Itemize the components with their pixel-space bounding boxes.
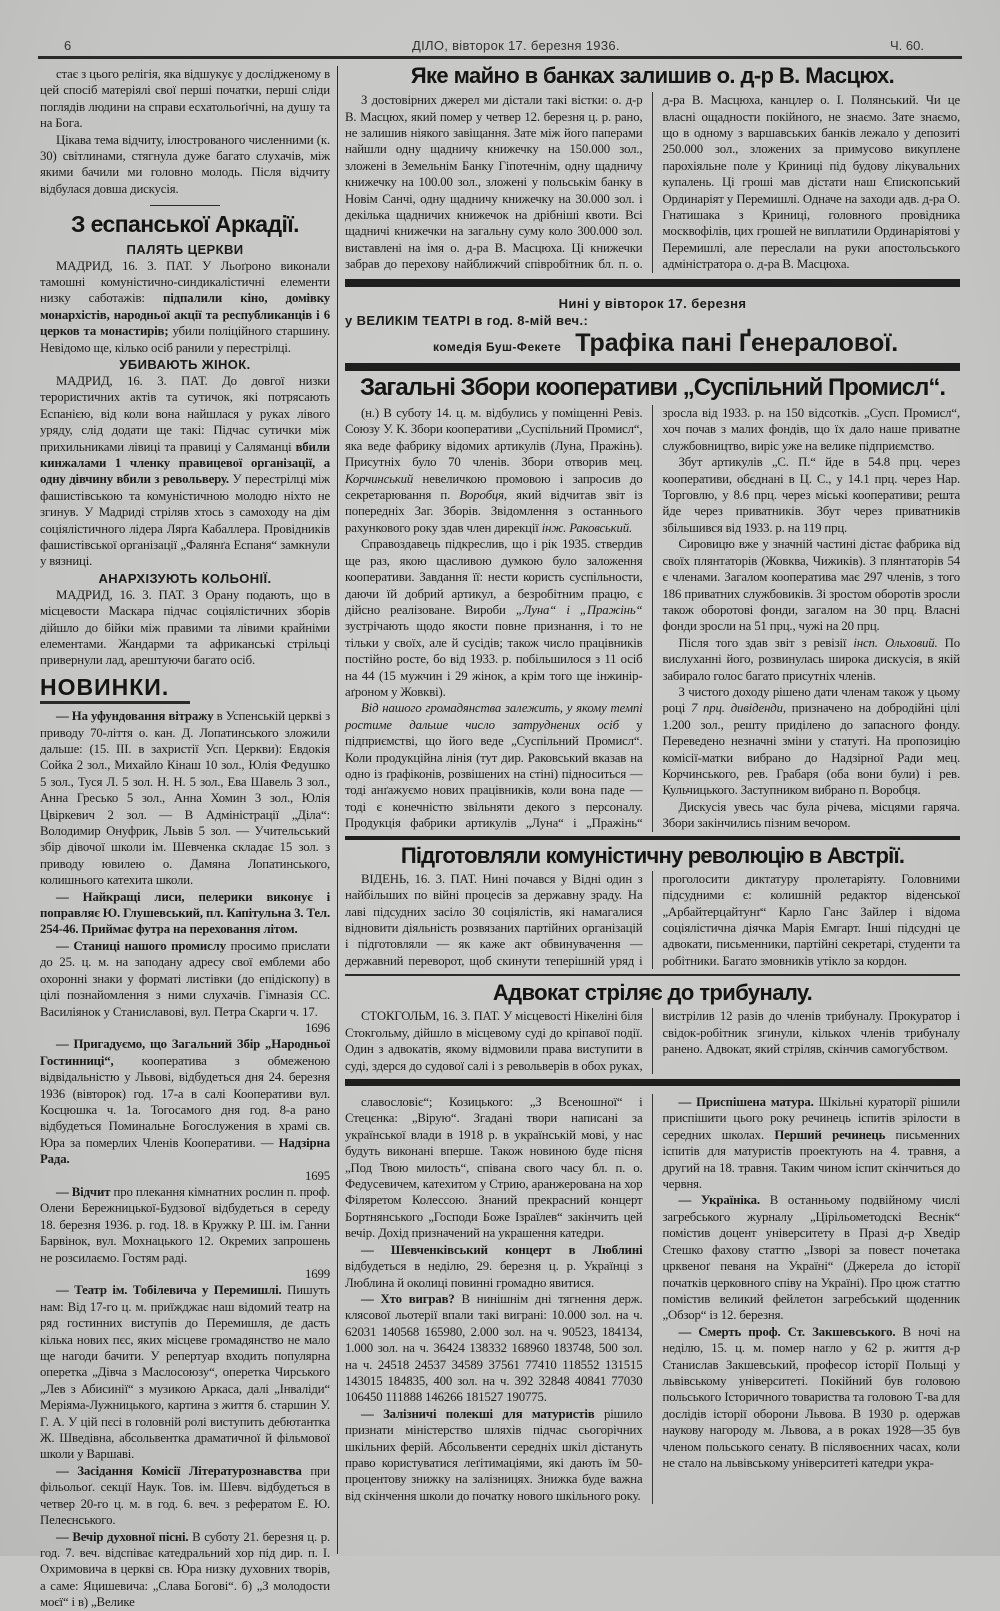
italic-text: 7 прц. дивіденди, [690,701,786,716]
ad-date: Нині у вівторок 17. березня [558,295,747,311]
separator-bar [345,363,960,371]
text: По вислуханні його, розвинулась широка дискусія, в якій забирало голос багато присутніх членів. [662,635,960,683]
text: Після того здав звіт з ревізії [678,635,854,650]
bold-text: — Шевченківський концерт в Люблині [361,1242,643,1257]
bold-text: — Станиці нашого промислу [56,938,226,953]
paragraph [663,1324,961,1472]
masthead: ДІЛО, вівторок 17. березня 1936. [412,38,620,53]
text: З достовірних джерел ми дістали такі вістки: о. д-р В. Масцюх, який помер у четвер 12. березня ц. р. рано, не залишив ніякого завіщання. Зате між його паперами найшли одну щадничу книжечку на 150.000 зол., зложені в Земельнім Банку Гіпотечнім, одну щадничу книжечку на 100.00 зол., зложені у польськім банку в Новім Санчі, одну щадничу книжечку на 30.000 зол. і декілька щадничих книжечок на дрібніші квоти. Всі щадничі книжечки на загальну суму коло 300.000 зол. виставлені на імя о. д-ра В. Масцюха. Ці книжечки забрав до перехову найближчий співробітник бл. п. о. д-ра В. Масцюха, канцлер о. І. Полянський. Чи це власні ощадности покійного, не знаємо. Зате знаємо, що в одному з варшавських банків лежало у депозиті 250.000 зол., зложених за примусово викуплене парохіяльне поле у Криниці під будову лікувальних купалень. Ці гроші мав дістати наш Єпископський Ординаріят у Перемишлі. Одначе на заходи адв. д-ра О. Гнатишака з Криниці, головного провідника москвофілів, цих грошей не виплатили Ординаріятові у Перемишлі, але переслали на руки апостольського адміністратора о. д-ра В. Масцюха. [345,93,960,272]
coop-headline: Загальні Збори кооперативи „Суспільний Промисл“. [360,373,945,401]
text: славословіє“; Козицького: „З Всеношної“ і Стецєнка: „Вірую“. Згадані твори написані за української влади в 1918 р. в українській мові, у нас будуть виконані вперше. Також новиною буде пісня „Под Твою милость“, співана свого часу бл. п. о. Федусевичем, катехитом у Стрию, аранжерована на хор Філяретом Колессою. Знаний прекрасний концерт Бортнянського „Господи Боже Ізраїлев“ закінчить цей вечір. Дохід призначений на украшення катедри. [345,1095,643,1241]
separator-bar [345,836,960,840]
bottom-news [345,1094,960,1504]
advocate-headline: Адвокат стріляє до трибуналу. [492,980,813,1006]
text: Справоздавець підкреслив, що і рік 1935. ствердив ще раз, якою щасливою думкою було заложення кооперативи. Завдання її: нести користь суспільности, даючи їй добрий артикул, а безробітним працю, є дійсно реалізоване. Вироби [345,537,643,617]
text: при фільольоґ. секції Наук. Тов. ім. Шевч. відбудеться в четвер 20-го ц. м. в год. 6. веч. з рефератом Е. Ю. Пелеєнського. [40,1463,330,1528]
text: В ночі на неділю, 15. ц. м. помер нагло у 62 р. життя д-р Станислав Закшевський, професор історії Польщі у львівському університеті. Покійний був головою польського Історичного товариства та головою Т-ва для дослідів історії оборони Львова. В 1930 р. одержав наукову нагороду м. Львова, а в роках 1928—35 був членом польського сенату. В післявоєнних часах, коли не стало на львівському університеті катедри укра- [662,1324,961,1470]
bold-text: Перший речинець [774,1127,886,1142]
left-column [40,66,330,1611]
text: Збут артикулів „С. П.“ йде в 54.8 прц. через кооперативи, обєднані в Ц. С., у 14.1 прц. через Нар. Торговлю, у 8.6 прц. через міські кооперативи; решта йде через приватників. Збут через приватників збільшився від 1933. р. на 119 прц. [662,455,960,535]
notice-number: 1699 [305,1267,330,1281]
paragraph [345,1008,960,1074]
text: невеличкою промовою і запросив до секретарювання п. [345,471,643,503]
text: зустрічають щодо якости повне признання, і то не тільки у своїх, але й сусідів; також число працівників постійно росте, бо від 1933. р. побільшилося з 11 осіб на 44 (15 мужчин і 29 жінок, а крім того ще інжинір-аґроном у Жовкві). [345,619,643,699]
paragraph [345,1094,643,1242]
bold-text: — Театр ім. Тобілевича у Перемишлі. [56,1283,282,1298]
paragraph [40,1282,330,1462]
lecture-article-end [40,66,330,197]
paragraph [345,871,960,969]
bold-text: — Хто виграв? [361,1291,455,1306]
paragraph [40,1529,330,1611]
paragraph [40,889,330,938]
paragraph [40,587,330,669]
bold-text: — Приспішена матура. [678,1095,814,1110]
separator-bar [345,279,960,287]
paragraph [663,684,961,799]
text: просимо прислати до 25. ц. м. на заподану адресу свої емблеми або охоронні знаки у форматі листівки (до епідіскопу) в цілі познайомлення з ними слухачів. Гімназія СС. Василіянок у Станиславові, вул. Петра Скарги ч. 17. [40,938,330,1019]
spain-women-text [40,373,330,570]
right-area [345,64,960,1504]
text: З чистого доходу рішено дати членам також у цьому році [662,684,960,716]
header-rule [38,56,962,59]
paragraph [40,258,330,356]
text: В суботу 21. березня ц. р. год. 7. веч. відспіває катедральний хор під дир. п. І. Охримовича в церкві св. Юра низку духовних творів, а саме: Яцишевича: „Слава Богові“. б) „З молодости моєї“ і в) „Велике [40,1529,330,1610]
bold-text: — На уфундовання вітражу [56,709,214,724]
text: кооператива з обмеженою відвідальністю у Львові, відбудеться дня 24. березня 1936 (вівторок) год. 17-а в салі Кооперативи вул. Косцюшка ч. 1а. Тогосамого дня год. 8-а рано відбудеться Поминальне Богослужения в храмі св. Юра за померлих Членів Кооперативи. — [40,1053,330,1150]
text: (н.) В суботу 14. ц. м. відбулись у поміщенні Ревіз. Союзу У. К. Збори кооперативи „Суспільний Промисл“, яка веде фабрику відомих артикулів (Луна, Пражінь). Присутніх було 70 членів. Збори отворив мец. [345,406,643,470]
bold-text: — Україніка. [678,1193,760,1208]
bold-text: — Найкращі лиси, пелерики виконує і поправляє Ю. Глушевський, пл. Капітульна 3. Тел. 254-46. Приймає футра на переховання літом. [40,889,330,937]
bold-text: — Смерть проф. Ст. Закшевського. [678,1324,896,1339]
coop-article [345,405,960,832]
paragraph [345,1291,643,1406]
advocate-article [345,1008,960,1074]
paragraph [40,708,330,888]
paragraph [40,1184,330,1282]
text: В останньому подвійному числі загребського журналу „Цірільометодскі Веснік“ помістив доцент університету в Празі д-р Хведір Стешко фахову статтю „Ізворі за повест почетака црквеноґ певаня на Україні“ (Джерела до історії початків церковного співу на Україні). Про цюж статтю помістив великий фейлетон загребський щоденник „Обзор“ із 12. березня. [662,1193,960,1323]
paragraph [345,536,643,700]
news-headline: НОВИНКИ. [40,673,170,700]
paragraph [40,132,330,198]
text: убили поліційного старшину. Невідомо ще, кілько осіб ранили у перестрілці. [40,324,330,355]
text: стає з цього релігія, яка відшукує у дослідженому в цей спосіб матеріялі свої перші початки, перші сліди поглядів людини на справи есхатольоґічні, на душу та на Бога. [40,67,330,131]
bold-text: — Відчит [56,1184,111,1199]
italic-text: Воробця, [459,488,507,503]
text: призначено на добродійні цілі 1.200 зол., решту приділено до запасного фонду. Переведено незначні зміни у статуті. На пропозицію комісії-матки вибрано до Надзірної Ради мец. Корчинського, рев. Грабаря (оба вони були) і рев. Кульчицького. Заступником вибрано п. Воробця. [662,701,960,798]
text: ВІДЕНЬ, 16. 3. ПАТ. Нині почався у Відні один з найбільших по війні процесів за державну зраду. На лаві підсудних засіло 30 соціялістів, які намагалися відновити діяльність розвязаних партійних організацій і підготовляли — як каже акт обвинувачення — державний переворот, щоб скинути теперішній уряд і проголосити диктатуру пролетаріяту. Головними підсудними є: колишній редактор віденської „Арбайтерцайтунґ“ Карло Ганс Зайлер і відома соціялістична діячка Марія Емгарт. Інші підсудні це адвокати, письменники, партійні секретарі, студенти та робітники. Багато змовників утікло за кордон. [345,871,960,968]
paragraph [40,1036,330,1184]
text: МАДРИД, 16. 3. ПАТ. У Льоґроно виконали тамошні комуністично-синдикалістичні елементи низку саботажів: [40,258,330,306]
italic-text: „Луна“ і „Пражінь“ [515,602,643,617]
bold-text: Надзірна Рада. [40,1135,330,1167]
italic-text: інж. Раковський. [541,520,633,535]
spain-subhead-churches: ПАЛЯТЬ ЦЕРКВИ [126,241,244,257]
notice-number: 1695 [305,1168,330,1183]
spain-churches-text [40,258,330,356]
divider [150,205,220,206]
ad-venue: у ВЕЛИКІМ ТЕАТРІ в год. 8-мій веч.: [345,312,589,328]
separator-bar [345,1079,960,1086]
paragraph [345,92,960,272]
text: Сировицю вже у значній частині дістає фабрика від своїх плянтаторів (Жовква, Чижиків). З плянтаторів 54 є членами. Загалом кооператива має 297 членів, з того 186 приватних службовиків. Зі зростом оборотів зросли також оборотові фонди, загалом на 30 прц. Власні фонди зросли на 51 прц., чужі на 20 прц. [662,537,960,634]
news-items [40,708,330,1610]
text: про плекання кімнатних рослин п. проф. Олени Бережницької-Будзової відбудеться в середу 18. березня 1936. р. год. 18. в Кружку Р. Ш. ім. Ганни Барвінок, вул. Мохнацького 12. Окремих запрошень не розсилаємо. Гостям раді. [40,1184,330,1265]
text: відбудеться в неділю, 29. березня ц. р. Українці з Люблина й околиці повинні громадно явитися. [345,1259,643,1290]
italic-text: інсп. Ольховий. [853,635,938,650]
text: Дискусія увесь час була річева, місцями гаряча. Збори закінчились пізним вечором. [662,799,960,831]
spain-subhead-women: УБИВАЮТЬ ЖІНОК. [119,356,251,372]
text: СТОКГОЛЬМ, 16. 3. ПАТ. У місцевості Нікеліні біля Стокгольму, дійшло в місцевому суді до кріпавої події. Один з адвокатів, якому відмовили права виступити в суді, здерся до судової салі і з револьверів в обох руках, вистрілив 12 разів до членів трибуналу. Прокуратор і свідок-робітник згинули, кількох членів трибуналу ранено. Адвокат, який стріляв, скінчив самогубством. [345,1009,960,1073]
text: МАДРИД, 16. 3. ПАТ. З Орану подають, що в місцевости Маскара підчас соціялістичних зборів дійшло до бійки між правими та лівими крайніми елементами. Жандарми та африканські стрільці привернули лад, арештуючи багато осіб. [40,587,330,668]
issue-number: Ч. 60. [890,38,924,53]
masciukh-article [345,92,960,272]
ad-title-row [345,329,960,357]
paragraph [663,454,961,536]
spain-headline: З еспанської Аркадії. [71,211,299,238]
paragraph [345,1242,643,1291]
text: Шкільні кураторії рішили приспішити цього року речинець іспитів зрілости в середних школах. [662,1095,960,1142]
paragraph [40,373,330,570]
paragraph [663,1094,961,1192]
austria-article [345,871,960,969]
austria-headline: Підготовляли комуністичну революцію в Австрії. [400,842,905,868]
ad-author: комедія Буш-Фекете [433,339,562,354]
paragraph [40,1463,330,1529]
text: в Успенській церкві з приводу 70-ліття о. кан. Д. Лопатинського зложили дальше: (15. ІІІ. в захристії Усп. Церкви): Евдокія Сойка 2 зол., Михайло Кінаш 10 зол., Юлія Федушко 5 зол., Туся Л. 5 зол. Н. Н. 5 зол., Ева Шавель 3 зол., Анна Гресько 5 зол., Анна Хомин 3 зол., Юлія Цвіркевич 2 зол. — В Адміністрації „Діла“: Володимир Онуфрик, Львів 5 зол. — Учительський збір дівочої школи ім. Шевченка складає 15 зол. з приводу ювилею о. Дамяна Лопатинського, колишнього катехита школи. [40,709,330,888]
spain-subhead-colonies: АНАРХІЗУЮТЬ КОЛЬОНІЇ. [98,570,272,586]
italic-text: Корчинський [345,471,414,486]
notice-number: 1696 [305,1020,330,1035]
masciukh-headline: Яке майно в банках залишив о. д-р В. Масцюх. [410,63,895,88]
spain-colonies-text [40,587,330,669]
bold-text: підпалили кіно, домівку монархістів, народньої акції та республиканців і 6 церков та монастирів; [40,291,330,339]
ad-play-title: Трафіка пані Ґенералової. [575,328,899,357]
bold-text: — Засідання Комісії Літературознавства [56,1463,302,1478]
column-divider [337,66,338,1554]
paragraph [663,799,961,832]
paragraph [345,1406,643,1504]
paragraph [345,405,643,536]
paragraph [40,66,330,132]
text: У перестрілці між фашистівською та комуністичною молодю ніхто не згинув. У Мадриді стріляв хтось з самоходу на дім соціялістичного лідера Лярґа Кабаллера. Провідників фашистівської організації „Фалянґа Еспаня“ замкнули у вязниці. [40,472,330,569]
text: Пишуть нам: Від 17-го ц. м. приїжджає наш відомий театр на ряд гостинних виступів до Перемишля, де дасть кілька нових пєс, яких місцеве громадянство не мало ще нагоди бачити. У репертуар входить популярна оперетка „Дівча з Маслосоюзу“, оперетка Чирського „Лев з Абисинії“ з музикою Аркаса, далі „Інваліди“ Меріяма-Лужницького, картина з життя б. старшин У. Г. А. У цій пєсі в головній ролі виступить дебютантка Ж. Шведівна, абсольвентка драматичної й фільмової школи у Варшаві. [40,1283,330,1462]
bold-text: — Вечір духовної пісні. [56,1529,189,1544]
bold-text: — Пригадуємо, що Загальний Збір „Народньої Гостинниці“, [40,1037,330,1068]
text: В нинішнім дні тягнення держ. клясової льотерії впали такі виграні: 10.000 зол. на ч. 62031 140568 165980, 2.000 зол. на ч. 90523, 184134, 1.000 зол. на ч. 36424 138332 168960 183748, 500 зол. на ч. 24518 24537 34589 37561 77410 118552 131515 143015 184835, 400 зол. на ч. 392 32848 40841 77030 106450 111888 146266 181527 190775. [345,1291,643,1405]
text: рішило признати міністерство шляхів підчас сьогорічних шкільних ферій. Абсольвенти середніх шкіл дістануть право користуватися леґітимаціями, які дають їм 50-процентову знижку на залізницях. Знижка буде важна від скінчення школи до початку нового шкільного року. [345,1406,643,1503]
paragraph [663,635,961,684]
paragraph [40,938,330,1036]
text: який відчитав звіт із попередніх Заг. Зборів. Звідомлення з останнього рахункового року здав член дирекції [345,488,643,535]
page-number: 6 [64,38,72,53]
paragraph [663,1192,961,1323]
italic-text: Від нашого громадянства залежить, у якому темпі ростиме дальше число затруднених осіб [345,701,643,732]
paragraph [663,536,961,634]
separator-line [345,974,960,976]
news-underline [40,701,190,704]
text: у підприємстві, що його веде „Суспільний Промисл“. Коли продукційна лінія (тут дир. Раковський вказав на одно із ґрафіконів, розвішених на стіні) підноситься — тоді анґажуємо нових працівників, коли вона паде — тоді є конечністю звільняти декого з персоналу. Продукція фабрики артикулів „Луна“ і „Пражінь“ зросла від 1933. р. на 150 відсотків. „Сусп. Промисл“, хоч почав з малих фондів, що їх дало наше приватне службовництво, виріс уже на велике підприємство. [345,406,960,831]
text: письменних іспитів для матуристів проектують на 4. травня, а другий на 18. травня. Таким чином іспит скінчиться до червня. [662,1127,960,1192]
text: Цікава тема відчиту, ілюстрованого численними (к. 30) світлинами, стягнула дуже багато слухачів, між якими бачили ми головно молодь. Після відчиту відбулася довша дискусія. [40,132,330,196]
bold-text: — Залізничі полекші для матуристів [361,1406,595,1421]
bold-text: вбили кинжалами 1 членку правицевої організації, а одну дівчину вбили з револьверу. [40,439,330,487]
text: МАДРИД, 16. 3. ПАТ. До довгої низки терористичних актів та сутичок, які потрясають Еспанією, від коли вона найшлася у руках лівого уряду, слід додати ще такі: Підчас сутички між прихильниками лівиці та правиці у Саляманці [40,373,330,454]
